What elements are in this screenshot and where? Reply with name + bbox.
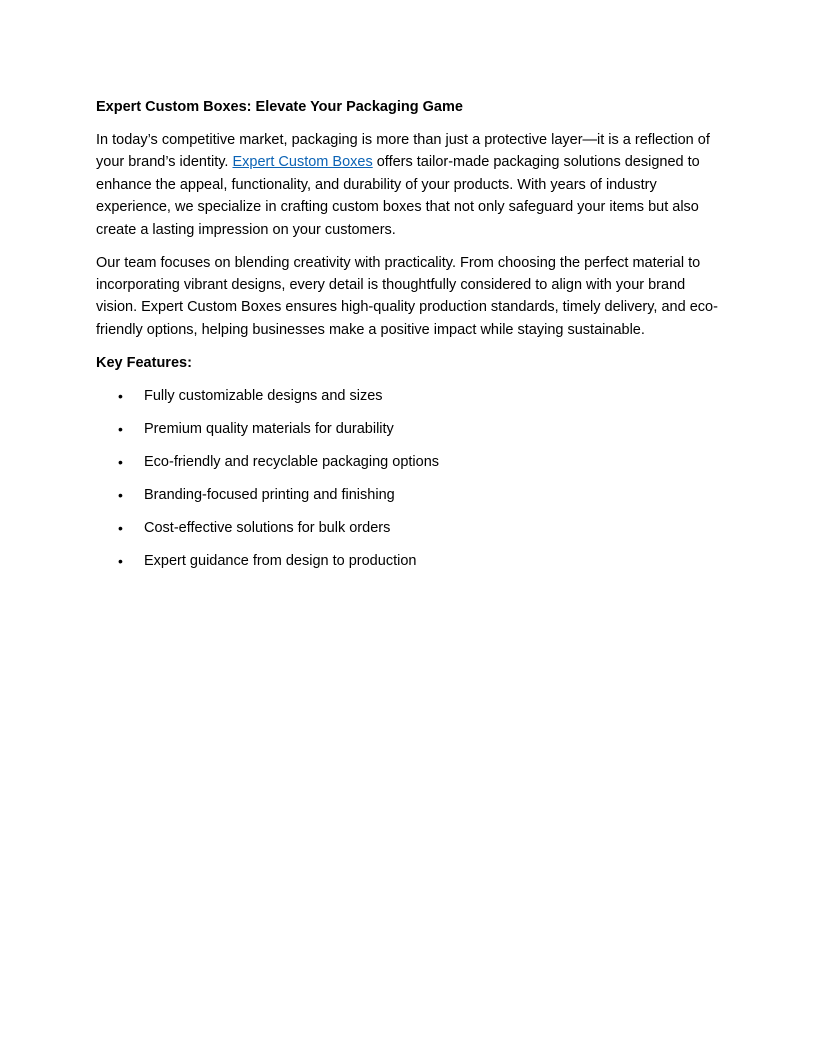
feature-text: Cost-effective solutions for bulk orders [144, 519, 391, 536]
intro-text-before-link: In today’s competitive market, packaging is more than just a protective layer—it is a reflection of your brand’s identity. [96, 132, 710, 171]
list-item [96, 484, 722, 506]
key-features-heading: Key Features: [96, 354, 192, 371]
document-title: Expert Custom Boxes: Elevate Your Packaging Game [96, 99, 463, 115]
list-item [96, 418, 722, 440]
list-item [96, 385, 722, 407]
team-paragraph: Our team focuses on blending creativity with practicality. From choosing the perfect material to incorporating vibrant designs, every detail is thoughtfully considered to align with your brand vision. Expert Custom Boxes ensures high-quality production standards, timely delivery, and eco-friendly options, helping businesses make a positive impact while staying sustainable. [96, 254, 718, 338]
feature-text: Fully customizable designs and sizes [144, 387, 383, 404]
feature-text: Eco-friendly and recyclable packaging options [144, 453, 440, 470]
list-item [96, 550, 722, 572]
bullet-icon: • [118, 387, 123, 404]
intro-text-after-link: offers tailor-made packaging solutions designed to enhance the appeal, functionality, and durability of your products. With years of industry experience, we specialize in crafting custom boxes that not only safeguard your items but also create a lasting impression on your customers. [96, 154, 700, 238]
bullet-icon: • [118, 453, 123, 470]
bullet-icon: • [118, 552, 123, 569]
feature-text: Branding-focused printing and finishing [144, 486, 395, 503]
feature-text: Expert guidance from design to production [144, 552, 417, 569]
features-list [96, 385, 722, 572]
intro-paragraph [96, 129, 722, 241]
bullet-icon: • [118, 420, 123, 437]
bullet-icon: • [118, 519, 123, 536]
feature-text: Premium quality materials for durability [144, 420, 394, 437]
expert-custom-boxes-link[interactable]: Expert Custom Boxes [232, 154, 373, 171]
bullet-icon: • [118, 486, 123, 503]
list-item [96, 517, 722, 539]
list-item [96, 451, 722, 473]
